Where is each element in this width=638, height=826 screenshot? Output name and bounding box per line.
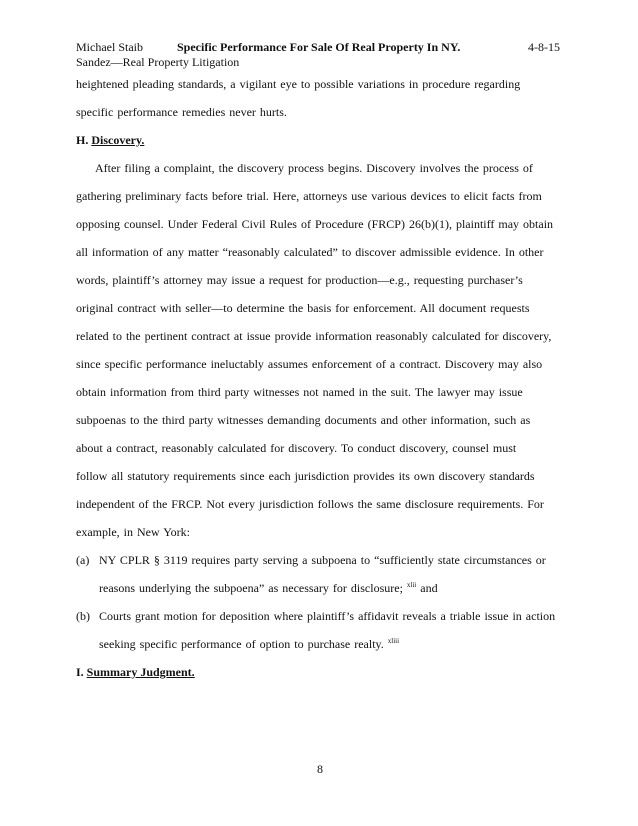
paragraph-line: original contract with seller—to determine the basis for enforcement. All document requests	[76, 301, 530, 315]
paragraph-line: After filing a complaint, the discovery process begins. Discovery involves the process of	[95, 161, 533, 175]
paragraph-line: obtain information from third party witnesses not named in the suit. The lawyer may issue	[76, 385, 523, 399]
section-title: Discovery.	[91, 133, 145, 147]
page-number: 8	[317, 762, 323, 776]
section-title: Summary Judgment.	[86, 665, 195, 679]
list-item-b-line2	[99, 637, 399, 651]
paragraph-line: independent of the FRCP. Not every jurisdiction follows the same disclosure requirements. For	[76, 497, 544, 511]
paragraph-line: related to the pertinent contract at issue provide information reasonably calculated for discovery,	[76, 329, 552, 343]
paragraph-line: about a contract, reasonably calculated for discovery. To conduct discovery, counsel must	[76, 441, 517, 455]
list-item-b-line1: Courts grant motion for deposition where plaintiff’s affidavit reveals a triable issue in action	[99, 609, 556, 623]
header-subtitle: Sandez—Real Property Litigation	[76, 55, 240, 69]
paragraph-line: words, plaintiff’s attorney may issue a request for production—e.g., requesting purchaser’s	[76, 273, 523, 287]
section-label: I.	[76, 665, 84, 679]
list-item-b-text: seeking specific performance of option to purchase realty.	[99, 637, 384, 651]
list-label-b: (b)	[76, 609, 90, 623]
paragraph-line: heightened pleading standards, a vigilant eye to possible variations in procedure regarding	[76, 77, 521, 91]
section-heading-i	[76, 665, 195, 679]
list-item-a-text: reasons underlying the subpoena” as necessary for disclosure;	[99, 581, 403, 595]
paragraph-line: gathering preliminary facts before trial. Here, attorneys use various devices to elicit facts from	[76, 189, 542, 203]
list-item-a-line2	[99, 581, 438, 595]
section-label: H.	[76, 133, 89, 147]
paragraph-line: all information of any matter “reasonably calculated” to discover admissible evidence. In other	[76, 245, 544, 259]
list-label-a: (a)	[76, 553, 90, 567]
endnote-marker: xliii	[387, 637, 400, 645]
paragraph-line: follow all statutory requirements since each jurisdiction provides its own discovery standards	[76, 469, 535, 483]
header-author: Michael Staib	[76, 40, 143, 54]
header-title: Specific Performance For Sale Of Real Property In NY.	[177, 40, 461, 54]
list-item-a-line1: NY CPLR § 3119 requires party serving a subpoena to “sufficiently state circumstances or	[99, 553, 546, 567]
paragraph-line: opposing counsel. Under Federal Civil Rules of Procedure (FRCP) 26(b)(1), plaintiff may obtain	[76, 217, 554, 231]
paragraph-line: since specific performance ineluctably assumes enforcement of a contract. Discovery may also	[76, 357, 543, 371]
header-date: 4-8-15	[528, 40, 560, 54]
section-heading-h	[76, 133, 144, 147]
list-item-a-tail: and	[416, 581, 438, 595]
paragraph-line: example, in New York:	[76, 525, 190, 539]
paragraph-line: specific performance remedies never hurts.	[76, 105, 287, 119]
endnote-marker: xlii	[406, 581, 417, 589]
paragraph-line: subpoenas to the third party witnesses demanding documents and other information, such as	[76, 413, 531, 427]
